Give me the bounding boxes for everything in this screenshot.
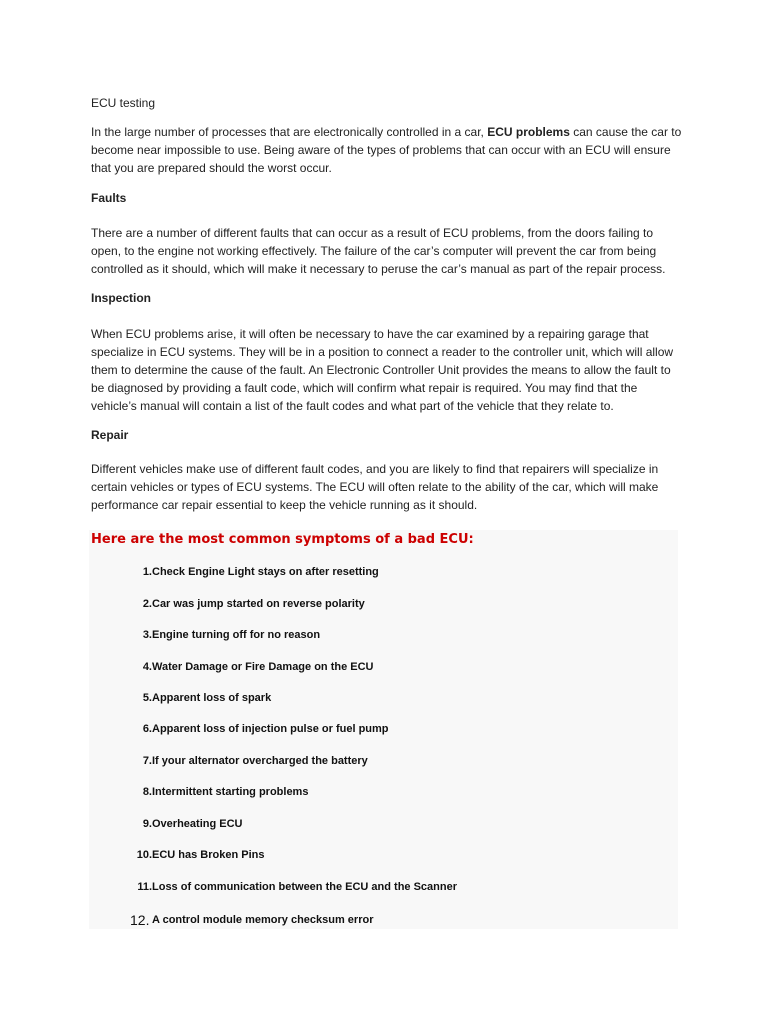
symptom-number: 8. [142, 786, 152, 798]
symptom-text: Overheating ECU [152, 818, 243, 830]
repair-line-1: Different vehicles make use of different fault codes, and you are likely to find that repairers will specialize in [91, 462, 659, 476]
symptom-number: 11. [137, 881, 152, 893]
symptom-number: 10. [136, 849, 152, 861]
symptom-item [110, 595, 670, 613]
inspection-line-4: be diagnosed by providing a fault code, which will confirm what repair is required. You may find that the [91, 381, 638, 395]
symptom-item [110, 815, 670, 833]
symptom-number: 7. [142, 755, 152, 767]
symptom-item [110, 626, 670, 644]
section-paragraph-inspection [91, 325, 691, 415]
symptom-item [110, 689, 670, 707]
faults-line-3: controlled as it should, which will make it necessary to peruse the car’s manual as part of the repair process. [91, 262, 666, 276]
intro-line-2: become near impossible to use. Being aware of the types of problems that can occur with an ECU will ensure [91, 143, 671, 157]
faults-line-2: open, to the engine not working effectively. The failure of the car’s computer will prevent the car from being [91, 244, 657, 258]
symptom-item [110, 658, 670, 676]
section-heading-inspection: Inspection [91, 291, 152, 305]
symptom-text: Car was jump started on reverse polarity [152, 598, 365, 610]
symptom-text: If your alternator overcharged the battery [152, 755, 368, 767]
intro-text-end: can cause the car to [569, 125, 682, 139]
symptom-item [110, 720, 670, 738]
repair-line-2: certain vehicles or types of ECU systems. The ECU will often relate to the ability of the car, which will make [91, 480, 659, 494]
symptom-text: Apparent loss of injection pulse or fuel pump [152, 723, 389, 735]
inspection-line-5: vehicle’s manual will contain a list of the fault codes and what part of the vehicle that they relate to. [91, 399, 614, 413]
symptom-text: Loss of communication between the ECU and the Scanner [152, 881, 457, 893]
document-title: ECU testing [91, 96, 156, 110]
symptom-item [110, 911, 670, 929]
symptoms-title: Here are the most common symptoms of a bad ECU: [91, 532, 474, 547]
symptom-item [110, 846, 670, 864]
symptom-text: Intermittent starting problems [152, 786, 309, 798]
symptom-text: Apparent loss of spark [152, 692, 272, 704]
symptom-text: ECU has Broken Pins [152, 849, 265, 861]
section-paragraph-repair [91, 460, 691, 514]
symptom-item [110, 878, 670, 896]
symptom-number: 5. [142, 692, 152, 704]
intro-paragraph [91, 123, 691, 177]
symptom-item [110, 783, 670, 801]
faults-line-1: There are a number of different faults that can occur as a result of ECU problems, from the doors failing to [91, 226, 654, 240]
symptom-item [110, 752, 670, 770]
symptom-item [110, 563, 670, 581]
symptom-number: 4. [142, 661, 152, 673]
repair-line-3: performance car repair essential to keep the vehicle running as it should. [91, 498, 478, 512]
intro-line-3: that you are prepared should the worst occur. [91, 161, 332, 175]
symptom-text: Water Damage or Fire Damage on the ECU [152, 661, 374, 673]
inspection-line-3: them to determine the cause of the fault. An Electronic Controller Unit provides the means to allow the fault to [91, 363, 671, 377]
inspection-line-2: specialize in ECU systems. They will be in a position to connect a reader to the controller unit, which will allow [91, 345, 674, 359]
intro-bold-term: ECU problems [487, 125, 570, 139]
symptom-number: 6. [142, 723, 152, 735]
symptom-number: 12. [130, 912, 150, 928]
section-paragraph-faults [91, 224, 691, 278]
symptom-number: 9. [142, 818, 152, 830]
symptom-text: A control module memory checksum error [152, 914, 374, 926]
symptom-text: Check Engine Light stays on after resetting [152, 566, 379, 578]
inspection-line-1: When ECU problems arise, it will often be necessary to have the car examined by a repairing garage that [91, 327, 649, 341]
symptom-text: Engine turning off for no reason [152, 629, 321, 641]
section-heading-faults: Faults [91, 191, 127, 205]
intro-text-start: In the large number of processes that are electronically controlled in a car, [91, 125, 488, 139]
symptom-number: 3. [142, 629, 152, 641]
section-heading-repair: Repair [91, 428, 129, 442]
symptom-number: 2. [142, 598, 152, 610]
symptom-number: 1. [142, 566, 152, 578]
